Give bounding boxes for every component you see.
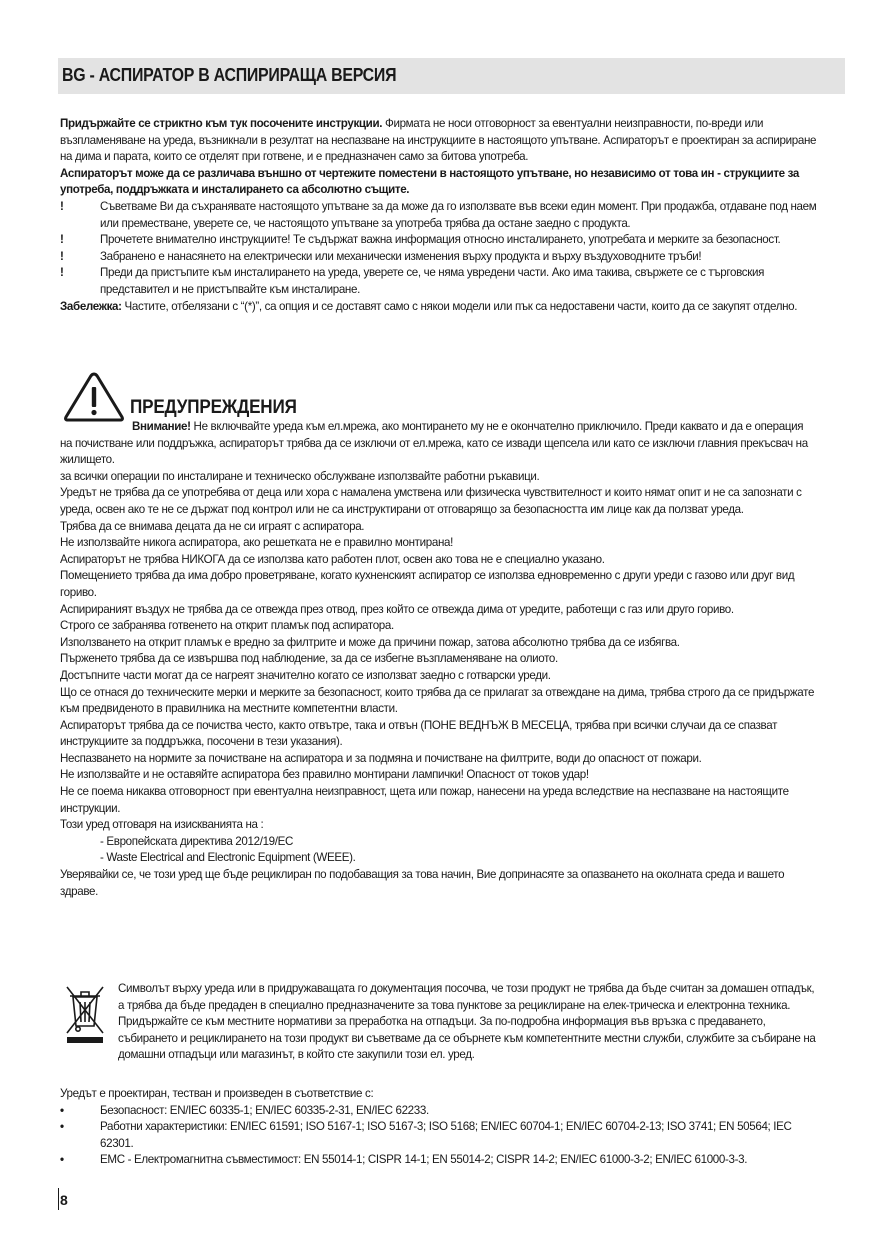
list-item: • Безопасност: EN/IEC 60335-1; EN/IEC 60335-2-31, EN/IEC 62233. <box>60 1103 817 1120</box>
intro-bold-lead: Придържайте се стриктно към тук посочените инструкции. <box>60 117 383 130</box>
warning-paragraph: Не използвайте и не оставяйте аспиратора без правилно монтирани лампички! Опасност от токов удар! <box>60 768 589 782</box>
list-item: ! Съветваме Ви да съхранявате настоящото упътване за да може да го използвате във всеки един момент. При продажба, отдаване под наем или преместване, уверете се, че настоящото упътване за употреба трябва да остане заедно с продукта. <box>60 199 817 230</box>
intro-text: Фирмата не носи отговорност за евентуални неизправности, по-вреди или възпламеняване на уреда, възникнали в резултат на неспазване на инструкциите в настоящото упътване. Аспираторът е проектиран за аспириране на дима и парата, които се отделят при готвене, и е предназначен само за битова употреба. <box>60 117 817 164</box>
warning-paragraph: Що се отнася до техническите мерки и мерките за безопасност, които трябва да се прилагат за отвеждане на дима, трябва строго да се придържате към предвиденото в правилника на местните компетентни власти. <box>60 685 815 716</box>
weee-paragraph: Символът върху уреда или в придружаващата го документация посочва, че този продукт не трябва да бъде считан за домашен отпадък, а трябва да бъде предаден в специално предназначените за това пунктове за рециклиране на елек-трическа и електронна техника. Придържайте се към местните нормативи за преработка на отпадъци. За по-подробна информация във връзка с предаването, събирането и рециклирането на този продукт ви съветваме да се обърнете към компетентните местни служби, службите за събиране на домашни отпадъци или магазинът, в който сте закупили този ел. уред. <box>118 982 816 1062</box>
intro-paragraph <box>60 116 817 166</box>
warning-paragraph: Неспазването на нормите за почистване на аспиратора и за подмяна и почистване на филтрите, води до опасност от пожари. <box>60 751 702 765</box>
list-item: ! Забранено е нанасянето на електрически или механически изменения върху продукта и върху въздуховодните тръби! <box>60 249 817 266</box>
directive-line: - Waste Electrical and Electronic Equipment (WEEE). <box>100 851 356 865</box>
warning-paragraph: Помещението трябва да има добро проветряване, когато кухненският аспиратор се използва едновременно с други уреди с газово или друг вид гориво. <box>60 569 795 599</box>
exclamation-mark: ! <box>60 199 64 213</box>
list-item: • EMC - Електромагнитна съвместимост: EN 55014-1; CISPR 14-1; EN 55014-2; CISPR 14-2; EN/IEC 61000-3-2; EN/IEC 61000-3-3. <box>60 1152 817 1169</box>
standards-section <box>60 1086 817 1169</box>
attention-paragraph: Внимание! Не включвайте уреда към ел.мрежа, ако монтирането му не е окончателно приключило. Преди каквато и да е операция на почистване или поддръжка, аспираторът трябва да се изключи от ел.мрежа, като се извади щепсела или като се изключи главния прекъсвач на жилището. <box>60 420 808 467</box>
warnings-section <box>60 419 817 900</box>
exclamation-mark: ! <box>60 233 64 247</box>
exclamation-mark: ! <box>60 266 64 280</box>
directive-line: - Европейската директива 2012/19/EC <box>100 834 294 848</box>
warning-paragraph: Аспираторът не трябва НИКОГА да се използва като работен плот, освен ако това не е специално указано. <box>60 552 605 566</box>
warning-triangle-icon <box>62 370 126 424</box>
list-item: ! Преди да пристъпите към инсталирането на уреда, уверете се, че няма увредени части. Ако има такива, свържете се с търговския представител и не пристъпвайте към инсталиране. <box>60 266 765 296</box>
exclamation-mark: ! <box>60 249 64 263</box>
warning-paragraph: Използването на открит пламък е вредно за филтрите и може да причини пожар, затова абсолютно трябва да се избягва. <box>60 635 680 649</box>
note-paragraph: Забележка: Частите, отбелязани с “(*)”, са опция и се доставят само с някои модели или пък са недоставени части, които да се закупят отделно. <box>60 299 798 313</box>
list-item: • Работни характеристики: EN/IEC 61591; ISO 5167-1; ISO 5167-3; ISO 5168; EN/IEC 60704-1; EN/IEC 60704-2-13; ISO 3741; EN 50564; IEC 62301. <box>60 1120 792 1150</box>
intro-section <box>60 116 817 315</box>
bullet: • <box>60 1120 64 1134</box>
weee-section <box>60 981 817 1064</box>
warning-paragraph: Не се поема никаква отговорност при евентуална неизправност, щета или пожар, нанесени на уреда вследствие на неспазване на настоящите инструкции. <box>60 785 789 815</box>
warning-paragraph: Не използвайте никога аспиратора, ако решетката не е правилно монтирана! <box>60 536 453 550</box>
page-number: 8 <box>60 1192 68 1208</box>
warning-paragraph: Строго се забранява готвенето на открит пламък под аспиратора. <box>60 619 394 633</box>
warning-paragraph: Аспирираният въздух не трябва да се отвежда през отвод, през който се отвежда дима от уредите, работещи с газ или друго гориво. <box>60 602 734 616</box>
page-number-rule <box>58 1188 59 1210</box>
intro-bold-paragraph: Аспираторът може да се различава външно от чертежите поместени в настоящото упътване, но независимо от това ин - струкциите за употреба, поддръжката и инсталирането са абсолютно същите. <box>60 166 800 197</box>
warning-paragraph: Този уред отговаря на изискванията на : <box>60 818 264 832</box>
bullet: • <box>60 1153 64 1167</box>
attention-label: Внимание! <box>132 420 191 433</box>
list-item: ! Прочетете внимателно инструкциите! Те съдържат важна информация относно инсталирането, употребата и мерките за безопасност. <box>60 232 817 249</box>
page-title: BG - АСПИРАТОР В АСПИРИРАЩА ВЕРСИЯ <box>62 64 397 85</box>
bullet: • <box>60 1103 64 1117</box>
warning-paragraph: Пърженето трябва да се извършва под наблюдение, за да се избегне възпламеняване на олиото. <box>60 652 558 666</box>
recycle-paragraph: Уверявайки се, че този уред ще бъде рециклиран по подобаващия за това начин, Вие допринасяте за опазването на околната среда и вашето здраве. <box>60 868 785 898</box>
warning-paragraph: за всички операции по инсталиране и техническо обслужване използвайте работни ръкавици. <box>60 469 540 483</box>
warning-paragraph: Аспираторът трябва да се почиства често, както отвътре, така и отвън (ПОНЕ ВЕДНЪЖ В МЕСЕЦА, трябва при всички случаи да се спазват инструкциите за поддръжка, посочени в тези указания). <box>60 718 778 749</box>
warnings-title: ПРЕДУПРЕЖДЕНИЯ <box>130 397 297 418</box>
standards-intro: Уредът е проектиран, тестван и произведен в съответствие с: <box>60 1087 374 1100</box>
warning-paragraph: Трябва да се внимава децата да не си играят с аспиратора. <box>60 519 365 533</box>
warning-paragraph: Уредът не трябва да се употребява от деца или хора с намалена умствена или физическа чувствителност и които нямат опит и не са запознати с уреда, освен ако те не се държат под контрол или не са инструктирани от отговарящо за безопасността им лице как да ползват уреда. <box>60 486 802 516</box>
warning-paragraph: Достъпните части могат да се нагреят значително когато се използват заедно с готварски уреди. <box>60 668 551 682</box>
note-label: Забележка: <box>60 299 122 313</box>
